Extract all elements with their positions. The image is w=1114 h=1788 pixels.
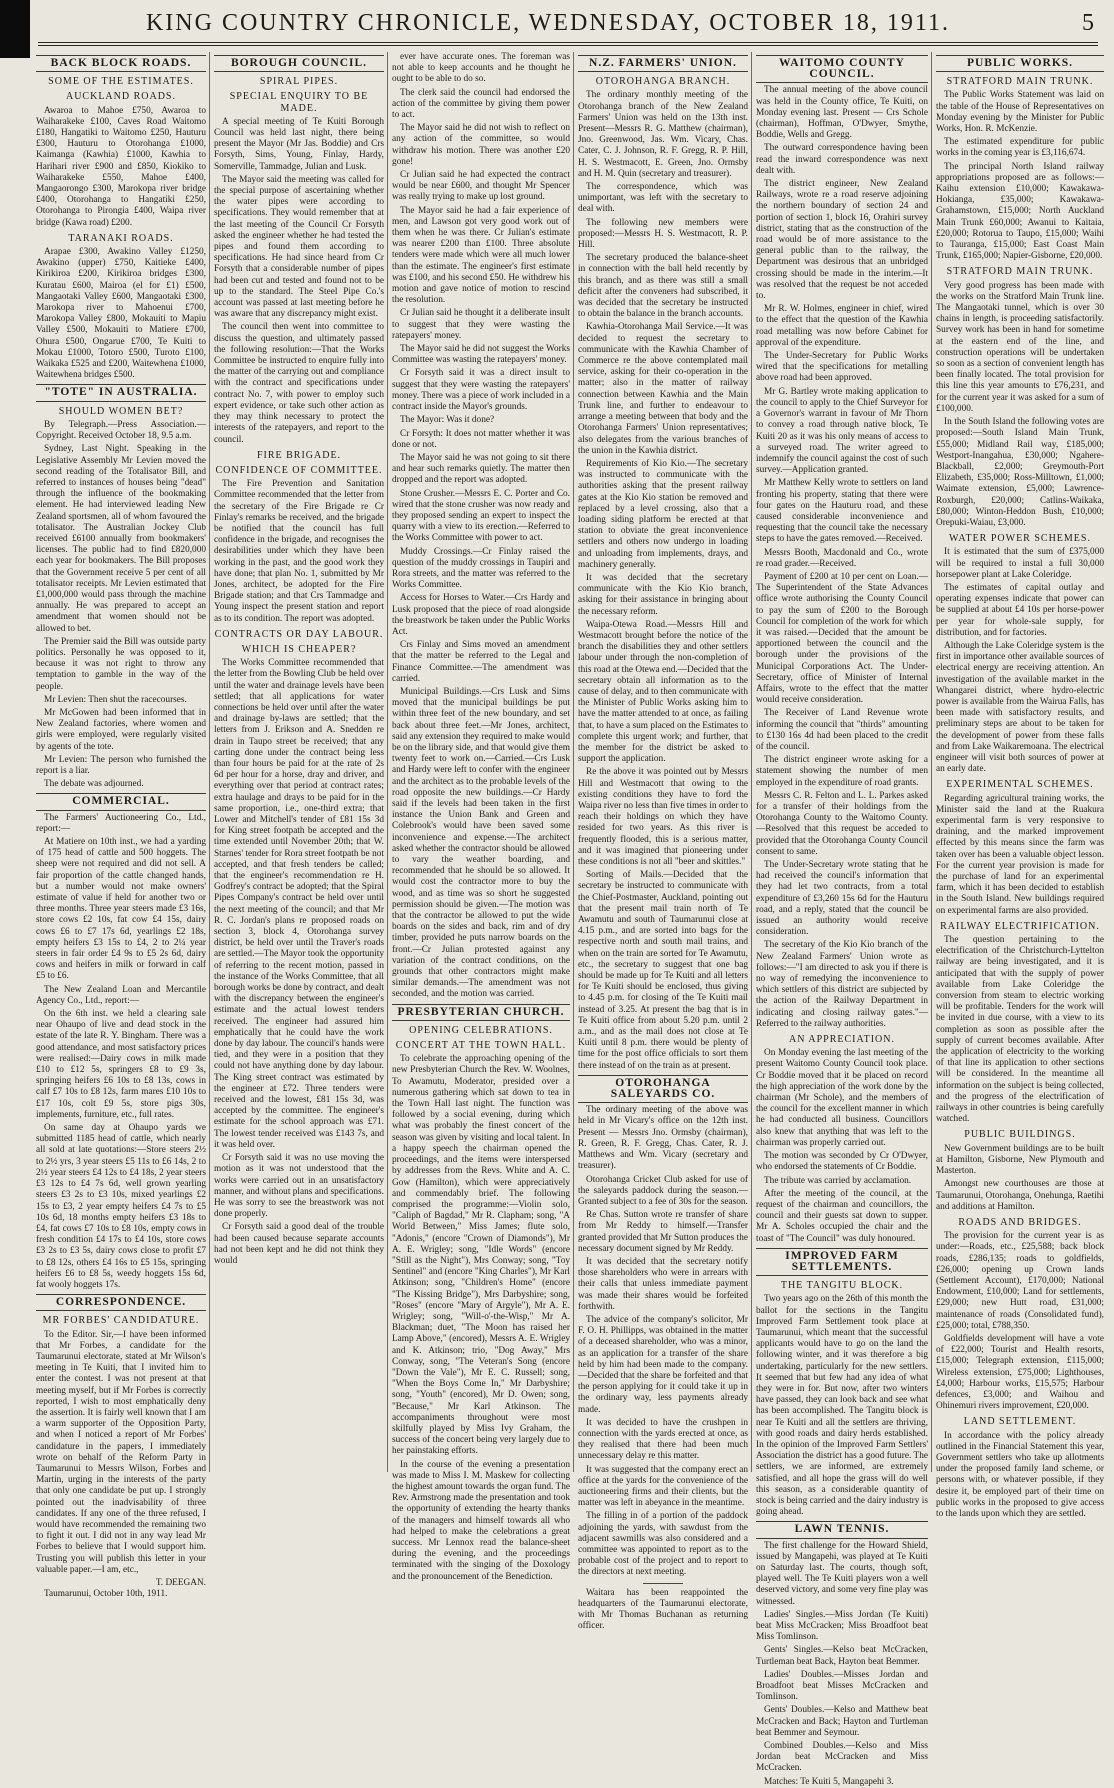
article-paragraph: The advice of the company's solicitor, Mr F. O. H. Phillipps, was obtained in the matter of a deceased shareholder, who was a minor, as an application for a transfer of the share held by him had been made to the company.—Decided that the share be forfeited and that the person applying for it could take it up in the ordinary way, less payments already made.: [578, 1314, 748, 1415]
article-paragraph: Ladies' Singles.—Miss Jordan (Te Kuiti) beat Miss McCracken; Miss Broadfoot beat Miss Tomlinson.: [756, 1609, 928, 1643]
article-paragraph: Kawhia-Otorohanga Mail Service.—It was decided to request the secretary to communicate with the Kawhia Chamber of Commerce re the above contemplated mail service, asking for their co-operation in the matter; also in the matter of railway connection between Kawhia and the Main Trunk line, and further to endeavour to arrange a meeting between that body and the Otorohanga Farmers' Union representatives; also delegates from the various branches of the union in the Kawhia district.: [578, 322, 748, 456]
subhead-stratford-main-trunk-2: STRATFORD MAIN TRUNK.: [946, 266, 1094, 278]
article-paragraph: The Public Works Statement was laid on the table of the House of Representatives on Monday evening by the Minister for Public Works, Hon. R. McKenzie.: [936, 90, 1104, 135]
headline-improved-farm-settlements: IMPROVED FARM SETTLEMENTS.: [756, 1248, 928, 1276]
subhead-taranaki-roads: TARANAKI ROADS.: [68, 232, 174, 244]
article-paragraph: Messrs C. R. Felton and L. L. Parkes asked for a transfer of their holdings from the Otorohanga County to the Waitomo County.—Resolved that this request be acceded to provided that the Otorohanga County Council consent to same.: [756, 790, 928, 857]
article-paragraph: The motion was seconded by Cr O'Dwyer, who endorsed the statements of Cr Boddie.: [756, 1151, 928, 1173]
subhead-land-settlement: LAND SETTLEMENT.: [963, 1416, 1077, 1428]
article-paragraph: In accordance with the policy already outlined in the Financial Statement this year, Government settlers who take up allotments under the proposed family land scheme, or persons with, or whatever possible, if they desire it, be employed part of their time on public works in the proposed to give access to the lands upon which they are settled.: [936, 1430, 1104, 1519]
article-paragraph: After the meeting of the council, at the request of the chairman and councillors, the council and their guests sat down to supper. Mr A. Scholes occupied the chair and the toast of "The Council" was duly honoured.: [756, 1188, 928, 1244]
page-number: 5: [1082, 10, 1094, 36]
subhead-opening-celebrations: OPENING CELEBRATIONS.: [409, 1024, 553, 1036]
newspaper-title: KING COUNTRY CHRONICLE, WEDNESDAY, OCTOBER 18, 1911.: [145, 10, 951, 36]
article-paragraph: The first challenge for the Howard Shield, issued by Mangapehi, was played at Te Kuiti on Saturday last. The courts, though soft, played well. The Te Kuiti players won a well deserved victory, and some very fine play was witnessed.: [756, 1540, 928, 1607]
article-paragraph: The Mayor said he was not going to sit there and hear such remarks quietly. The matter then dropped and the report was adopted.: [392, 452, 570, 486]
column-3: [392, 52, 570, 1582]
headline-back-block-roads: BACK BLOCK ROADS.: [36, 55, 206, 72]
column-5: [756, 52, 928, 1787]
article-paragraph: The secretary produced the balance-sheet in connection with the ball held recently by this branch, and as there was still a small deficit after the conveners had subscribed, it was decided that the secretary be instructed to obtain the balance in the branch accounts.: [578, 253, 748, 320]
subhead-which-cheaper: WHICH IS CHEAPER?: [241, 643, 357, 655]
article-paragraph: On the 6th inst. we held a clearing sale near Ohaupo of live and dead stock in the estate of the late R. Y. Bingham. There was a good attendance, and most satisfactory prices were realised:—Dairy cows in milk made £10 to £12 5s, springers £8 to £9 3s, springing heifers £6 10s to £8 13s, cows in calf £7 10s to £8 12s, farm mares £10 10s to £17 10s, colt £9 5s, store pigs 30s, implements, furniture, etc., full rates.: [36, 1009, 206, 1120]
article-paragraph: Municipal Buildings.—Crs Lusk and Sims moved that the municipal buildings be put within three feet of the new boundary, and set back about three feet.—Mr Jones, architect, said any extension they required to make would be on the library side, and that would give them twenty feet to work on.—Carried.—Crs Lusk and Hardy were left to confer with the engineer and the architect as to the probable levels of the road opposite the new buildings.—Cr Hardy said if the levels had been taken in the first instance the Union Bank and Green and Colebrook's would have been saved some inconvenience and expense.—The architect asked whether the contractor should be allowed to vary the weather boarding, and recommended that he should be so allowed. It would cost the contractor more to buy the wood, and as time was so short he suggested permission should be given.—The motion was that the contractor be allowed to put the wide boards on the sides and back, rim and of dry timber, provided he puts narrow boards on the front.—Cr Julian protested against any variation of the contract conditions, on the grounds that other contractors might make similar demands.—The amendment was not seconded, and the motion was carried.: [392, 686, 570, 1000]
article-paragraph: It was decided that the secretary notify those shareholders who were in arrears with their calls that unless immediate payment was made their shares would be forfeited forthwith.: [578, 1256, 748, 1312]
article-paragraph: The question pertaining to the electrification of the Christchurch-Lyttelton railway are being investigated, and it is anticipated that with the supply of power available from Lake Coleridge the conversion from steam to electric working will be profitable. Tenders for the work will be invited in due course, with a view to its completion as soon as possible after the supply of current becomes available. After the application of electricity to the working of that line its application to other sections will be considered. In the meantime all information on the subject is being collected, and the progress of the electrification of railways in other countries is being carefully watched.: [936, 935, 1104, 1125]
article-paragraph: Re Chas. Sutton wrote re transfer of share from Mr Reddy to himself.—Transfer granted provided that Mr Sutton produces the necessary document signed by Mr Reddy.: [578, 1210, 748, 1254]
article-paragraph: It is estimated that the sum of £375,000 will be required to instal a full 30,000 horsepower plant at Lake Coleridge.: [936, 547, 1104, 580]
subhead-concert-town-hall: CONCERT AT THE TOWN HALL.: [395, 1040, 567, 1052]
article-paragraph: Crs Finlay and Sims moved an amendment that the matter be referred to the Legal and Finance Committee.—The amendment was carried.: [392, 640, 570, 684]
subhead-contracts-day-labour: CONTRACTS OR DAY LABOUR.: [214, 628, 384, 640]
subhead-public-buildings: PUBLIC BUILDINGS.: [964, 1129, 1076, 1141]
article-paragraph: The Mayor: Was it done?: [400, 415, 495, 426]
subhead-experimental-schemes: EXPERIMENTAL SCHEMES.: [946, 779, 1094, 791]
article-paragraph: Waipa-Otewa Road.—Messrs Hill and Westmacott brought before the notice of the branch the disabilities they and other settlers labour under through the non-completion of this road at the Otewa end.—Decided that the secretary obtain all information as to the cause of delay, and to then communicate with the Minister of Public Works asking him to have the matter attended to at once, as failing that, to have a sum placed on the Estimates to complete this urgent work; and further, that the member for the district be asked to support the application.: [578, 619, 748, 765]
article-paragraph: The Under-Secretary for Public Works wired that the specifications for metalling above road had been approved.: [756, 351, 928, 384]
article-paragraph: Combined Doubles.—Kelso and Miss Jordan beat McCracken and Miss McCracken.: [756, 1741, 928, 1774]
masthead: [38, 8, 1098, 42]
article-paragraph: The filling in of a portion of the paddock adjoining the yards, with sawdust from the adjacent sawmills was also considered and a committee was appointed to report as to the probable cost of the project and to report to the directors at next meeting.: [578, 1511, 748, 1578]
article-paragraph: Cr Julian said he had expected the contract would be near £600, and thought Mr Spencer was really trying to make up lost ground.: [392, 170, 570, 203]
article-paragraph: The district engineer wrote asking for a statement showing the number of men employed in the expenditure of road grants.: [756, 755, 928, 788]
subhead-roads-bridges: ROADS AND BRIDGES.: [958, 1216, 1082, 1228]
article-paragraph: To the Editor. Sir,—I have been informed that Mr Forbes, a candidate for the Taumarunui electorate, stated at Mr Wilson's meeting in Te Kuiti, that I invited him to enter the contest. I was not present at that meeting myself, but if Mr Forbes is correctly reported, I wish to most emphatically deny the assertion. It is fairly well known that I am a warm supporter of the Opposition Party, and when I noticed a report of Mr Forbes' candidature in the papers, I immediately wrote on behalf of the Reform Party in Taumarunui to Messrs Wilson, Forbes and Martin, urging in the interests of the party that only one candidate be put up. I strongly pointed out the inadvisability of three candidates. If any one of the three refused, I would have recommended the remaining two to fight it out. I did not in any way lead Mr Forbes to believe that I would support him. Trusting you will publish this letter in your valuable paper.—I am, etc.,: [36, 1329, 206, 1575]
subhead-auckland-roads: AUCKLAND ROADS.: [65, 91, 176, 103]
article-paragraph: The secretary of the Kio Kio branch of the New Zealand Farmers' Union wrote as follows:—"I am directed to ask you if there is no way of remedying the inconvenience to which settlers of this district are subjected by the action of the Railway Department in indicating and closing railway gates."—Referred to the railway authorities.: [756, 940, 928, 1029]
article-paragraph: The provision for the current year is as under:—Roads, etc., £25,588; back block roads, £286,135; roads to goldfields, £26,000; opening up Crown lands (Settlement Account), £170,000; National Endowment, £10,000; Land for settlements, £29,000; new Hutt road, £31,000; maintenance of roads (Consolidated fund), £25,000; total, £788,350.: [936, 1231, 1104, 1331]
article-paragraph: The ordinary meeting of the above was held in Mr Vicary's office on the 12th inst. Present — Messrs Jno. Ormsby (chairman), R. Green, R. F. Gregg, Chas. Cater, R. J. Matthews and Wm. Vicary (secretary and treasurer).: [578, 1105, 748, 1172]
article-paragraph: The following new members were proposed:—Messrs H. S. Westmacott, R. P. Hill.: [578, 217, 748, 251]
article-paragraph: Mr G. Bartley wrote making application to the council to apply to the Chief Surveyor for a Governor's warrant in favour of Mr Thorn to convey a road through native block, Te Kuiti 20 as it was his only means of access to a surveyed road. The writer agreed to indemnify the council against the cost of such survey.—Application granted.: [756, 386, 928, 476]
article-paragraph: Cr Julian said he thought it a deliberate insult to suggest that they were wasting the ratepayers' money.: [392, 308, 570, 341]
subhead-forbes-candidature: MR FORBES' CANDIDATURE.: [42, 1315, 200, 1327]
article-paragraph: The debate was adjourned.: [44, 779, 144, 790]
subhead-confidence: CONFIDENCE OF COMMITTEE.: [215, 464, 383, 476]
article-paragraph: Mr R. W. Holmes, engineer in chief, wired to the effect that the question of the Kawhia road metalling was now before Cabinet for approval of the expenditure.: [756, 304, 928, 348]
article-paragraph: The Mayor said he did not suggest the Works Committee was wasting the ratepayers' money.: [392, 344, 570, 366]
black-margin-tab: [0, 0, 30, 58]
article-paragraph: The New Zealand Loan and Mercantile Agency Co., Ltd., report:—: [36, 984, 206, 1006]
article-paragraph: Mr Levien: Then shut the racecourses.: [44, 694, 187, 705]
article-paragraph: To celebrate the approaching opening of the new Presbyterian Church the Rev. W. Woolnes, To Awamutu, Moderator, presided over a numerous gathering which sat down to tea in the Town Hall last night. The function was followed by a social evening, during which what was probably the finest concert of the season was given by visiting and local talent. In a happy speech the chairman opened the proceedings, and the items were interspersed by addresses from the Revs. White and A. C. Gow (Hamilton), which were appreciatively and commendably brief. The following comprised the programme:—Violin solo, "Caliph of Bagdad," Mr R. Clapham; song, "A World Between," Miss James; flute solo, "Adonis," (encore "Crown of Diamonds"), Mr A. E. Wrigley; song, "Idle Words" (encore "Still as the Night"), Mrs Conway; song, "Toy Sentinel" and (encore "King Charles"), Mr Karl Atkinson; song, "Children's Home" (encore "The Kissing Bridge"), Mrs Darbyshire; song, "Roses" (encore "Mary of Argyle"), Mr A. E. Wrigley; song, "Will-o'-the-Wisp," Mr A. Blackman; duet, "The Moon has raised her Lamp Above," (encored), Messrs A. E. Wrigley and K. Atkinson; trio, "Dog Away," Mrs Conway, song, "The Veteran's Song (encore "Down the Vale"), Mr E. C. Russell; song, "When the Boys Come In," Mr Darbyshire; song, "Youth" (encored), Mr D. Owen; song, "Because," Mr Karl Atkinson. The accompaniments throughout were most skilfully played by Miss Ivy Graham, the success of the concert being very largely due to her painstaking efforts.: [392, 1054, 570, 1457]
subhead-spiral-pipes: SPIRAL PIPES.: [259, 76, 339, 88]
headline-commercial: COMMERCIAL.: [36, 793, 206, 810]
article-paragraph: Messrs Booth, Macdonald and Co., wrote re road grader.—Received.: [756, 547, 928, 569]
subhead-fire-brigade: FIRE BRIGADE.: [256, 449, 342, 461]
article-paragraph: The clerk said the council had endorsed the action of the committee by giving them power to act.: [392, 87, 570, 121]
masthead-rule: [38, 42, 1098, 43]
article-paragraph: The tribute was carried by acclamation.: [764, 1175, 912, 1186]
article-paragraph: New Government buildings are to be built at Hamilton, Gisborne, New Plymouth and Masterton.: [936, 1143, 1104, 1177]
article-paragraph: The annual meeting of the above council was held in the County office, Te Kuiti, on Monday evening last. Present — Crs Schole (chairman), Hoffman, O'Dwyer, Smythe, Boddie, Wells and Gregg.: [756, 85, 928, 141]
column-1: [36, 52, 206, 1600]
article-paragraph: The Premier said the Bill was outside party politics. Personally he was opposed to it, because it was not right to throw any temptation to gamble in the way of the people.: [36, 636, 206, 692]
column-rule: [387, 52, 388, 1472]
article-paragraph: The council then went into committee to discuss the question, and ultimately passed the following resolution:—That the Works Committee be instructed to enquire fully into the matter of the carrying out and compliance with the contract and specifications under contract No. 7, with power to employ such expert evidence, or take such other action as they may think necessary to protect the interests of the ratepayers, and report to the council.: [214, 322, 384, 445]
article-paragraph: In the course of the evening a presentation was made to Miss I. M. Maskew for collecting the highest amount towards the organ fund. The Rev. Armstrong made the presentation and took the opportunity of extending the hearty thanks of the managers and himself towards all who had helped to make the celebrations a great success. Mr Lennox read the balance-sheet during the evening, and the proceedings terminated with the singing of the Doxology and the pronouncement of the Benediction.: [392, 1459, 570, 1582]
article-paragraph: Payment of £200 at 10 per cent on Loan.—The Superintendent of the State Advances office wrote authorising the County Council to pay the sum of £200 to the Borough Council for completion of the work for which it was raised.—Decided that the amount be apportioned between the council and the borough under the provisions of the Municipal Corporations Act. The Under-Secretary, office of Minister of Internal Affairs, wrote to the effect that the matter would receive consideration.: [756, 571, 928, 706]
article-paragraph: Access for Horses to Water.—Crs Hardy and Lusk proposed that the piece of road alongside the breastwork be taken under the Public Works Act.: [392, 593, 570, 637]
article-paragraph: Regarding agricultural training works, the Minister said the land at the Ruakura experimental farm is very responsive to draining, and the marked improvement effected by this means since the farm was taken over has been a valuable object lesson. For the current year provision is made for the purchase of land for an experimental farm, which it has been decided to establish in the South Island. New buildings required on experimental farms are also provided.: [936, 793, 1104, 916]
article-paragraph: Sorting of Mails.—Decided that the secretary be instructed to communicate with the Chief-Postmaster, Auckland, pointing out that the present mail train north of Te Awamutu and south of Taumarunui close at 4.15 p.m., and are sorted into bags for the respective north and south mail trains, and when on the train are sorted for Te Awamutu, etc., the secretary to suggest that one bag should be made up for Te Kuiti and all letters for Te Kuiti should be enclosed, thus giving to 4.45 p.m. for closing of the Te Kuiti mail instead of 3.25. At present the bag that is in Te Kuiti office from about 5.20 p.m. until 2 a.m., and as the mail does not close at Te Kuiti until 8 p.m. there would be plenty of time for the post office officials to sort them there instead of on the train as at present.: [578, 870, 748, 1071]
article-paragraph: Requirements of Kio Kio.—The secretary was instructed to communicate with the authorities asking that the present railway gates at the Kio Kio station be removed and replaced by a level crossing, also that a loading siding platform be erected at that station to obviate the great inconvenience settlers and others now undergo in loading and unloading from implements, drays, and machinery generally.: [578, 458, 748, 570]
headline-lawn-tennis: LAWN TENNIS.: [756, 1521, 928, 1538]
headline-presbyterian-church: PRESBYTERIAN CHURCH.: [392, 1004, 570, 1021]
article-paragraph: Stone Crusher.—Messrs E. C. Porter and Co. wired that the stone crusher was now ready and they proposed sending an expert to inspect the quarry with a view to its erection.—Referred to the Works Committee with power to act.: [392, 488, 570, 544]
article-paragraph: The outward correspondence having been read the inward correspondence was next dealt with.: [756, 143, 928, 176]
column-rule: [573, 52, 574, 1472]
dateline: Taumarunui, October 10th, 1911.: [44, 1589, 168, 1600]
article-paragraph: The principal North Island railway appropriations proposed are as follows:— Kaihu extension £10,000; Kawakawa-Hokianga, £35,000; Kawakawa-Grahamstown, £15,000; North Auckland Main Trunk £60,000; Awanui to Kaitaia, £20,000; Rotorua to Taupo, £15,000; Waihi to Tauranga, £15,000; East Coast Main Trunk, £165,000; Napier-Gisborne, £20,000.: [936, 161, 1104, 262]
column-rule: [931, 52, 932, 1472]
article-paragraph: The Mayor said the meeting was called for the special purpose of ascertaining whether the water pipes were according to specifications. They would remember that at the last meeting of the Council Cr Forsyth asked the engineer whether he had tested the pipes and found them according to specifications. He had since heard from Cr Forsyth that a considerable number of pipes had been cut and tested and found not to be up to the standard. The Steel Pipe Co.'s account was passed at last meeting before he was aware that any discrepancy might exist.: [214, 174, 384, 320]
article-paragraph: Cr Forsyth said it was no use moving the motion as it was not understood that the works were carried out in an unsatisfactory manner, and without plans and specifications. He was sorry to see the breastwork was not done properly.: [214, 1153, 384, 1220]
article-paragraph: Muddy Crossings.—Cr Finlay raised the question of the muddy crossings in Taupiri and Rora streets, and the matter was referred to the Works Committee.: [392, 546, 570, 591]
subhead-railway-electrification: RAILWAY ELECTRIFICATION.: [940, 920, 1100, 932]
article-paragraph: At Matiere on 10th inst., we had a yarding of 175 head of cattle and 500 hoggets. The sheep were not required and did not sell. A fair proportion of the cattle changed hands, but a number would not make owners' estimate of value if held for another two or three months. Three year steers made £3 16s, store cows £2 10s, fat cow £4 15s, dairy cows £6 to £7 17s 6d, yearlings £2 18s, empty heifers £3 15s to £4, 2 to 2¼ year steers in fair order £4 9s to £5 2s 6d, dairy cows and heifers in milk or forward in calf £5 to £6.: [36, 837, 206, 982]
subhead-women-bet: SHOULD WOMEN BET?: [58, 405, 184, 417]
article-paragraph: The ordinary monthly meeting of the Otorohanga branch of the New Zealand Farmers' Union was held on the 13th inst. Present—Messrs R. G. Matthew (chairman), Jno. Greenwood, Jas. Wm. Vicary, Chas. Cater, C. J. Johnson, R. F. Gregg, R. P. Hill, H. S. Westmacott, E. Green, Jno. Ormsby and H. M. Quin (secretary and treasurer).: [578, 90, 748, 179]
article-paragraph: On Monday evening the last meeting of the present Waitomo County Council took place. Cr Boddie moved that it be placed on record the high appreciation of the work done by the chairman (Mr Schole), and the members of the council for the excellent manner in which he had conducted all business. Councillors also knew that anything that was left to the chairman was properly carried out.: [756, 1048, 928, 1148]
article-paragraph: The Receiver of Land Revenue wrote informing the council that "thirds" amounting to £130 16s 4d had been placed to the credit of the council.: [756, 708, 928, 752]
article-paragraph: The Works Committee recommended that the letter from the Bowling Club be held over until the water and drainage levels have been settled; that all applications for water connections be held over until after the water and drainage by-laws are settled; that the letters from J. Erikson and A. Snedden re drain in Taupo street be received; that any carting done under the contract being less than four hours be paid for at the rate of 2s 6d per hour for a horse, dray and driver, and everything over that period at contract rates; extra haulage and drays to be paid for in the same proportion, i.e., one-third extra; that Lower and Mitchell's tender of £81 15s 3d for King street footpath be accepted and the time extended until November 20th; that W. Starnes' tender for Rora street footpath be not accepted, and that fresh tenders be called; that the engineer's recommendation re H. Godfrey's contract be adopted; that the Spiral Pipes Company's contract be held over until the next meeting of the council; and that Mr R. C. Jordan's plans re proposed roads on section 3, block 4, Otorohanga survey district, be held over until the Traver's roads are settled.—The Mayor took the opportunity of referring to the recent motion, passed in the instance of the Works Committee, that all borough works be done by contract, and dealt with the discrepancy between the engineer's estimate and the actual lowest tenders received. The engineer had assured him emphatically that he could have the work done by day labour. The council's hands were tied, and they were in a position that they could not have anything done by day labour. The King street contract was estimated by the engineer at £72. Three tenders were received and the lowest, £81 15s 3d, was accepted by the committee. The engineer's estimate for the school approach was £71. The lowest tender received was £143 7s, and it was held over.: [214, 658, 384, 1150]
column-4: [578, 52, 748, 1632]
article-paragraph: The Mayor said he did not wish to reflect on any action of the committee, so would withdraw his motion. There was another £20 gone!: [392, 123, 570, 167]
article-paragraph: Mr Matthew Kelly wrote to settlers on land fronting his property, stating that there were four gates on the Hauturu road, and these caused considerable inconvenience and requesting that the council take the necessary steps to have the gates removed.—Received.: [756, 478, 928, 545]
article-paragraph: Cr Forsyth said a good deal of the trouble had been caused because separate accounts had not been kept and he did not think they would: [214, 1222, 384, 1266]
article-paragraph: Cr Forsyth: It does not matter whether it was done or not.: [392, 428, 570, 450]
article-paragraph: Mr McGowen had been informed that in New Zealand factories, where women and girls were employed, were regularly visited by agents of the tote.: [36, 707, 206, 752]
subhead-stratford-main-trunk: STRATFORD MAIN TRUNK.: [946, 76, 1094, 88]
subhead-an-appreciation: AN APPRECIATION.: [788, 1034, 895, 1046]
article-paragraph: Arapae £300, Awakino Valley £1250, Awakino (upper) £750, Kaitieke £400, Kirikiroa £200, Kirikiroa bridges £300, Kuratau £600, Mairoa (el for £1) £500, Mangaotaki Valley £600, Mangaotaki £300, Marokopa river to Mahoenui £700, Marokopa Valley £800, Mokauiti to Mapiu Valley £500, Mokauiti to Matiere £700, Ohura £500, Ongarue £700, Te Kuiti to Mokau £1000, Totoro £500, Turoto £100, Waikaka £525 and £200, Waitewhena £1000, Waitewhena bridges £500.: [36, 247, 206, 381]
article-paragraph: The estimates of capital outlay and operating expenses indicate that power can be supplied at about £4 10s per horse-power per year for whole-sale supply, for distribution, and for factories.: [936, 582, 1104, 638]
headline-nz-farmers-union: N.Z. FARMERS' UNION.: [578, 55, 748, 72]
column-6: [936, 52, 1104, 1519]
subhead-water-power: WATER POWER SCHEMES.: [949, 533, 1091, 545]
article-paragraph: It was decided to have the crushpen in connection with the yards erected at once, as they realised that there had been much unnecessary delay re this matter.: [578, 1417, 748, 1462]
subhead-special-enquiry: SPECIAL ENQUIRY TO BE MADE.: [229, 91, 369, 114]
signature: T. DEEGAN.: [155, 1578, 206, 1588]
article-paragraph: The district engineer, New Zealand Railways, wrote re a road reserve adjoining the northern boundary of section 24 and portion of section 1, block 16, Orahiri survey district, stating that as the construction of the road would be of more assistance to the general public than to the railway, the Department was desirous that an unbridged crossing should be made in the interim.—It was resolved that the request be not acceded to.: [756, 179, 928, 302]
article-paragraph: The Mayor said he had a fair experience of men, and Lawson got very good work out of them when he was there. Cr Julian's estimate was nearer £200 than £100. Three absolute tenders were made which were all much lower than the estimate. The engineer's first estimate was £100, and his second £50. He withdrew his motion and gave notice of motion to rescind the resolution.: [392, 205, 570, 306]
article-paragraph: It was suggested that the company erect an office at the yards for the convenience of the auctioneering firms and their clients, but the matter was left in abeyance in the meantime.: [578, 1464, 748, 1509]
article-paragraph: The correspondence, which was unimportant, was left with the secretary to deal with.: [578, 182, 748, 215]
headline-public-works: PUBLIC WORKS.: [936, 55, 1104, 72]
headline-borough-council: BOROUGH COUNCIL.: [214, 55, 384, 72]
article-paragraph: Goldfields development will have a vote of £22,000; Tourist and Health resorts, £15,000; Telegraph extension, £115,000; Wireless extension, £75,000; Lighthouses, £4,000; Harbour works, £15,575; Harbour defences, £3,000; and Waihou and Ohinemuri rivers improvement, £20,000.: [936, 1333, 1104, 1412]
article-paragraph: Matches: Te Kuiti 5, Mangapehi 3.: [764, 1776, 894, 1787]
article-paragraph: Waitara has been reappointed the headquarters of the Taumarunui electorate, with Mr Thomas Buchanan as returning officer.: [578, 1587, 748, 1632]
article-paragraph: Gents' Doubles.—Kelso and Matthew beat McCracken and Back; Hayton and Turtleman beat Bemmer and Seymour.: [756, 1705, 928, 1738]
column-2: [214, 52, 384, 1472]
article-paragraph: Gents' Singles.—Kelso beat McCracken, Turtleman beat Back, Hayton beat Bemmer.: [756, 1645, 928, 1667]
article-paragraph: Cr Forsyth said it was a direct insult to suggest that they were wasting the ratepayers' money. There was a piece of work included in a contract inside the Mayor's grounds.: [392, 368, 570, 413]
masthead-rule-lower: [38, 45, 1098, 46]
headline-waitomo-county-council: WAITOMO COUNTY COUNCIL.: [756, 55, 928, 83]
headline-tote-australia: "TOTE" IN AUSTRALIA.: [36, 384, 206, 401]
headline-correspondence: CORRESPONDENCE.: [36, 1294, 206, 1311]
article-paragraph: Awaroa to Mahoe £750, Awaroa to Waiharakeke £100, Caves Road Waitomo £180, Hangatiki to Waitomo £250, Hauturu £300, Hauturu to Otorohanga £1000, Kaimanga (Kawhia) £1000, Kawhia to Harihari river £900 and £850, Kiokiko to Waiharakeke £550, Mahoe £400, Mangaorongo £300, Marokopa river bridge £400, Otorohanga to Hangatiki £250, Otorohanga to Pirongia £400, Waipa river bridge (Kawa road) £200.: [36, 105, 206, 228]
article-paragraph: Ladies' Doubles.—Misses Jordan and Broadfoot beat Misses McCracken and Tomlinson.: [756, 1669, 928, 1703]
article-paragraph: By Telegraph.—Press Association.—Copyright. Received October 18, 9.5 a.m.: [36, 419, 206, 442]
article-paragraph: In the South Island the following votes are proposed:—South Island Main Trunk, £55,000; Midland Rail way, £185,000; Westport-Inangahua, £30,000; Ngahere-Blackball, £2,000; Greymouth-Port Elizabeth, £35,000; Ross-Milltown, £1,000; Waimate extension, £5,000; Lawrence-Roxburgh, £20,000; Catlins-Waikaka, £80,000; Winton-Heddon Bush, £10,000; Orepuki-Waiau, £3,000.: [936, 417, 1104, 528]
article-paragraph: ever have accurate ones. The foreman was not able to keep accounts and he thought he ought to be able to do so.: [392, 52, 570, 85]
article-paragraph: It was decided that the secretary communicate with the Kio Kio branch, asking for their assistance in bringing about the necessary reform.: [578, 572, 748, 617]
subhead-otorohanga-branch: OTOROHANGA BRANCH.: [595, 76, 731, 88]
article-paragraph: The estimated expenditure for public works in the coming year is £3,116,674.: [936, 137, 1104, 159]
article-paragraph: Very good progress has been made with the works on the Stratford Main Trunk line. The Mangaotaki tunnel, which is over 30 chains in length, is proceeding satisfactorily. Survey work has been in hand for sometime at the eastern end of the line, and construction operations will be undertaken so soon as a section of convenient length has been finally located. The total provision for this line this year amounts to £76,231, and for the current year it was asked for a sum of £100,000.: [936, 280, 1104, 414]
article-paragraph: Re the above it was pointed out by Messrs Hill and Westmacott that owing to the existing conditions they have to ford the Waipa river no less than five times in order to reach their holdings on which they have resided for two years. As this river is frequently flooded, this is a serious matter, and it was imagined that pioneering under these conditions is not all "beer and skittles.": [578, 767, 748, 868]
article-paragraph: Otorohanga Cricket Club asked for use of the saleyards paddock during the season.—Granted subject to a fee of 30s for the season.: [578, 1174, 748, 1207]
article-paragraph: Sydney, Last Night. Speaking in the Legislative Assembly Mr Levien moved the second reading of the Totalisator Bill, and referred to instances of houses being "dead" through the influence of the bookmaking element. He had interviewed leading New Zealand sportsmen, all of whom favoured the totalisator. The Australian Jockey Club received £6100 annually from bookmakers' licenses. The public had to find £820,000 each year for bookmakers. The Bill proposes that the Government receive 5 per cent of all totalisator receipts. Mr Levien estimated that £1,000,000 would pass through the machine annually. He was prepared to accept an amendment that women should not be allowed to bet.: [36, 444, 206, 634]
article-paragraph: Although the Lake Coleridge system is the first in importance other available sources of electrical energy are receiving attention. An investigation of the available market in the Whangarei district, where hydro-electric power is available from the Wairua Falls, has been made with satisfactory results, and preliminary steps are about to be taken for the development of power from these falls and from Lake Waikaremoana. The electrical engineer will visit both sources of power at an early date.: [936, 640, 1104, 775]
article-paragraph: On same day at Ohaupo yards we submitted 1185 head of cattle, which nearly all sold at late quotations:—Store steers 2½ to 2½ yrs, 3 year steers £5 11s to £6 14s, 2 to 2½ year steers £4 12s to £4 18s, 2 year steers £3 12s to £4 7s 6d, well grown yearling steers £3 2s to £3 10s, mixed yearlings £2 15s to £3, 2 year empty heifers £4 7s to £5 10s 6d, 18 months empty heifers £3 18s to £4, fat cows £7 10s to £8 10s, empty cows in fresh condition £4 17s to £4 10s, store cows £3 2s to £3 5s, dairy cows close to profit £7 to £8 12s, others £4 16s to £5 15s, springing heifers £6 to £8 5s, weedy hoggets 15s 6d, fat wooly hoggets 17s.: [36, 1123, 206, 1290]
article-paragraph: Amongst new courthouses are those at Taumarunui, Otorohanga, Onehunga, Raetihi and additions at Hamilton.: [936, 1179, 1104, 1212]
column-rule: [209, 52, 210, 1472]
article-paragraph: The Under-Secretary wrote stating that he had received the council's information that they had let two contracts, from a total expenditure of £3,260 15s 6d for the Hauturu road, and a reply, stated that the council be issued an authority would receive consideration.: [756, 860, 928, 938]
article-paragraph: A special meeting of Te Kuiti Borough Council was held last night, there being present the Mayor (Mr Jas. Boddie) and Crs Forsyth, Sims, Young, Finlay, Hardy, Somerville, Tammadge, Julian and Lusk.: [214, 116, 384, 172]
column-rule: [751, 52, 752, 1472]
article-paragraph: The Fire Prevention and Sanitation Committee recommended that the letter from the secretary of the Fire Brigade re Cr Finlay's remarks be received, and the brigade be notified that the council has full confidence in the brigade, and recognises the desirabilities under which they have been working in the past, and the good work they have done; that plan No. 1, submitted by Mr Jones, architect, be adopted for the Fire Brigade station; and that Crs Tammadge and Young inspect the present station and report as to its condition. The report was adopted.: [214, 479, 384, 624]
article-paragraph: Two years ago on the 26th of this month the ballot for the sections in the Tangitu Improved Farm Settlement took place at Taumarunui, which meant that the successful applicants would have to go on the land the following winter, and it was therefore a big undertaking, particularly for the new settlers. It seemed that but few had any idea of what they were in for. But now, after two winters have passed, they can look back and see what has been accomplished. The Tangitu block is near Te Kuiti and all the settlers are thriving, with good roads and dairy herds established. In the opinion of the Improved Farm Settlers' Association the district has a good future. The settlers, we are informed, are extremely satisfied, and all hope the grass will do well this season, as a considerable quantity of stock is being carried and the dairy industry is going ahead.: [756, 1294, 928, 1518]
subhead-tangitu-block: THE TANGITU BLOCK.: [780, 1280, 904, 1292]
headline-otorohanga-saleyards: OTOROHANGA SALEYARDS CO.: [578, 1075, 748, 1103]
article-paragraph: Mr Levien: The person who furnished the report is a liar.: [36, 754, 206, 776]
subhead-estimates: SOME OF THE ESTIMATES.: [48, 76, 194, 88]
separator: [643, 1583, 683, 1584]
article-paragraph: The Farmers' Auctioneering Co., Ltd., report:—: [36, 812, 206, 834]
